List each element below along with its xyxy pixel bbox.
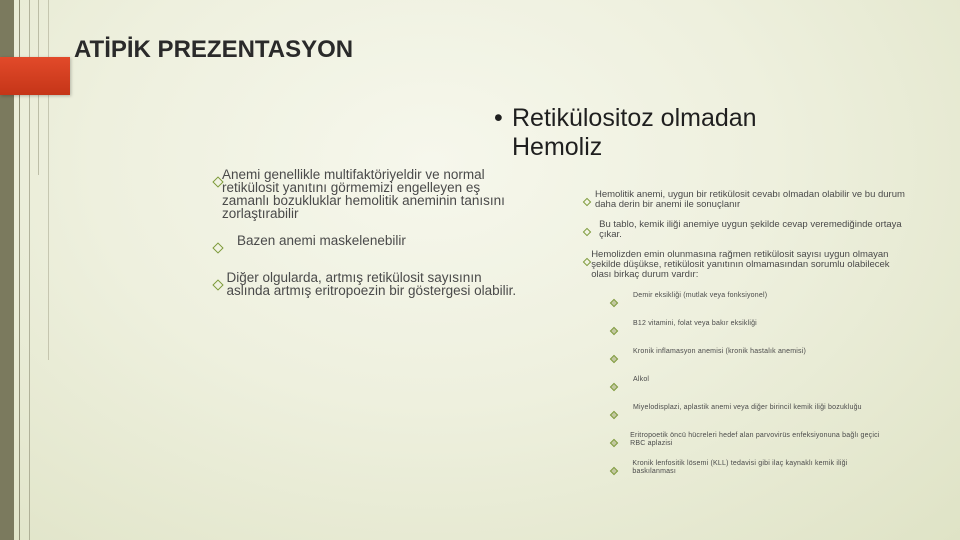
diamond-bullet-icon [584, 250, 591, 270]
sub-list-item [611, 292, 886, 311]
sub-bullet-list [611, 292, 886, 488]
sub-list-item-text: Demir eksikliği (mutlak veya fonksiyonel) [633, 292, 768, 299]
sub-list-item-text: B12 vitamini, folat veya bakır eksikliği [633, 320, 757, 327]
sub-list-item-text: Kronik inflamasyon anemisi (kronik hastalık anemisi) [633, 348, 807, 355]
bullet-dot-icon: • [494, 104, 503, 132]
subtitle-text-1: Retikülositoz olmadan [512, 104, 757, 132]
sub-list-item-text: Eritropoetik öncü hücreleri hedef alan parvovirüs enfeksiyonuna bağlı geçici RBC aplazisi [630, 432, 880, 447]
sub-list-item [611, 460, 886, 479]
list-item-text: Bazen anemi maskelenebilir [237, 233, 406, 248]
diamond-bullet-icon [611, 404, 633, 423]
diamond-bullet-icon [611, 376, 633, 395]
sub-list-item-text: Miyelodisplazi, aplastik anemi veya diğer birincil kemik iliği bozukluğu [633, 404, 862, 411]
diamond-bullet-icon [214, 234, 237, 257]
sub-list-item [611, 432, 886, 451]
diamond-bullet-icon [611, 292, 633, 311]
title-accent-tab [0, 57, 70, 95]
list-item-text: Hemolizden emin olunmasına rağmen retikülosit sayısı uygun olmayan şekilde düşükse, retikülosit yanıtının olmamasından sorumlu olabilecek olası birkaç durum vardır: [591, 249, 890, 280]
diamond-bullet-icon [584, 190, 595, 210]
subtitle-line-1 [494, 104, 757, 132]
list-item-text: Hemolitik anemi, uygun bir retikülosit cevabı olmadan olabilir ve bu durum daha derin bir anemi ile sonuçlanır [594, 189, 905, 210]
list-item [214, 234, 524, 257]
diamond-bullet-icon [611, 460, 632, 479]
decorative-line [48, 0, 49, 360]
subtitle-line-2: Hemoliz [512, 133, 603, 161]
sub-list-item [611, 348, 886, 367]
diamond-bullet-icon [611, 348, 633, 367]
list-item-text: Anemi genellikle multifaktöriyeldir ve normal retikülosit yanıtını görmemizi engelleyen eş zamanlı bozukluklar hemolitik aneminin tanısını zorlaştırabilir [222, 167, 505, 221]
sub-list-item [611, 320, 886, 339]
diamond-bullet-icon [611, 432, 630, 451]
sub-list-item-text: Kronik lenfositik lösemi (KLL) tedavisi gibi ilaç kaynaklı kemik iliği baskılanması [632, 460, 848, 475]
diamond-bullet-icon [214, 168, 222, 191]
list-item [584, 190, 909, 210]
diamond-bullet-icon [611, 320, 633, 339]
diamond-bullet-icon [214, 271, 226, 294]
slide-title: ATİPİK PREZENTASYON [74, 36, 354, 63]
list-item [214, 168, 524, 220]
sub-list-item [611, 404, 886, 423]
left-bullet-list [214, 168, 524, 311]
sub-list-item [611, 376, 886, 395]
list-item-text: Bu tablo, kemik iliği anemiye uygun şekilde cevap veremediğinde ortaya çıkar. [599, 219, 902, 240]
list-item-text: Diğer olgularda, artmış retikülosit sayısının aslında artmış eritropoezin bir göstergesi olabilir. [226, 270, 517, 298]
diamond-bullet-icon [584, 220, 599, 240]
list-item [584, 220, 909, 240]
slide-subtitle [494, 104, 854, 162]
list-item [214, 271, 524, 297]
sub-list-item-text: Alkol [633, 376, 650, 383]
list-item [584, 250, 909, 280]
right-bullet-list [584, 190, 909, 290]
